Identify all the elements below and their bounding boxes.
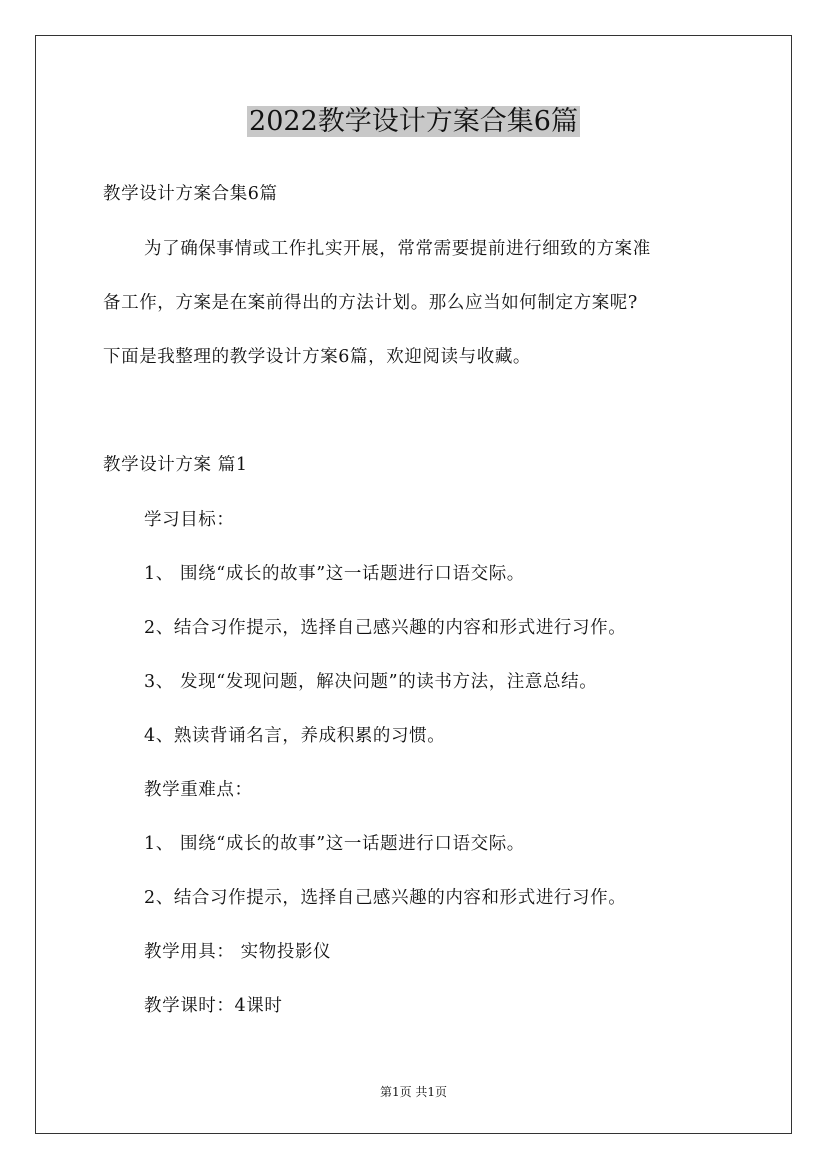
intro-line-3: 下面是我整理的教学设计方案6篇，欢迎阅读与收藏。 — [103, 347, 532, 367]
section-heading: 教学设计方案 篇1 — [103, 455, 248, 475]
objective-item: 2、结合习作提示，选择自己感兴趣的内容和形式进行习作。 — [144, 618, 627, 638]
objective-item: 3、 发现“发现问题，解决问题”的读书方法，注意总结。 — [144, 672, 598, 692]
objective-item: 1、 围绕“成长的故事”这一话题进行口语交际。 — [144, 564, 525, 584]
objectives-label: 学习目标： — [144, 510, 235, 530]
intro-line-1: 为了确保事情或工作扎实开展，常常需要提前进行细致的方案准 — [144, 239, 651, 259]
document-title-text: 2022教学设计方案合集6篇 — [249, 106, 578, 137]
key-point-item: 1、 围绕“成长的故事”这一话题进行口语交际。 — [144, 834, 525, 854]
document-subtitle: 教学设计方案合集6篇 — [103, 184, 278, 204]
page-footer: 第1页 共1页 — [379, 1085, 448, 1099]
objective-item: 4、熟读背诵名言，养成积累的习惯。 — [144, 726, 446, 746]
teaching-tools: 教学用具： 实物投影仪 — [144, 942, 332, 962]
key-point-item: 2、结合习作提示，选择自己感兴趣的内容和形式进行习作。 — [144, 888, 627, 908]
teaching-hours: 教学课时：4课时 — [144, 996, 283, 1016]
intro-line-2: 备工作，方案是在案前得出的方法计划。那么应当如何制定方案呢? — [103, 293, 638, 313]
key-points-label: 教学重难点： — [144, 780, 253, 800]
document-title — [0, 104, 827, 140]
